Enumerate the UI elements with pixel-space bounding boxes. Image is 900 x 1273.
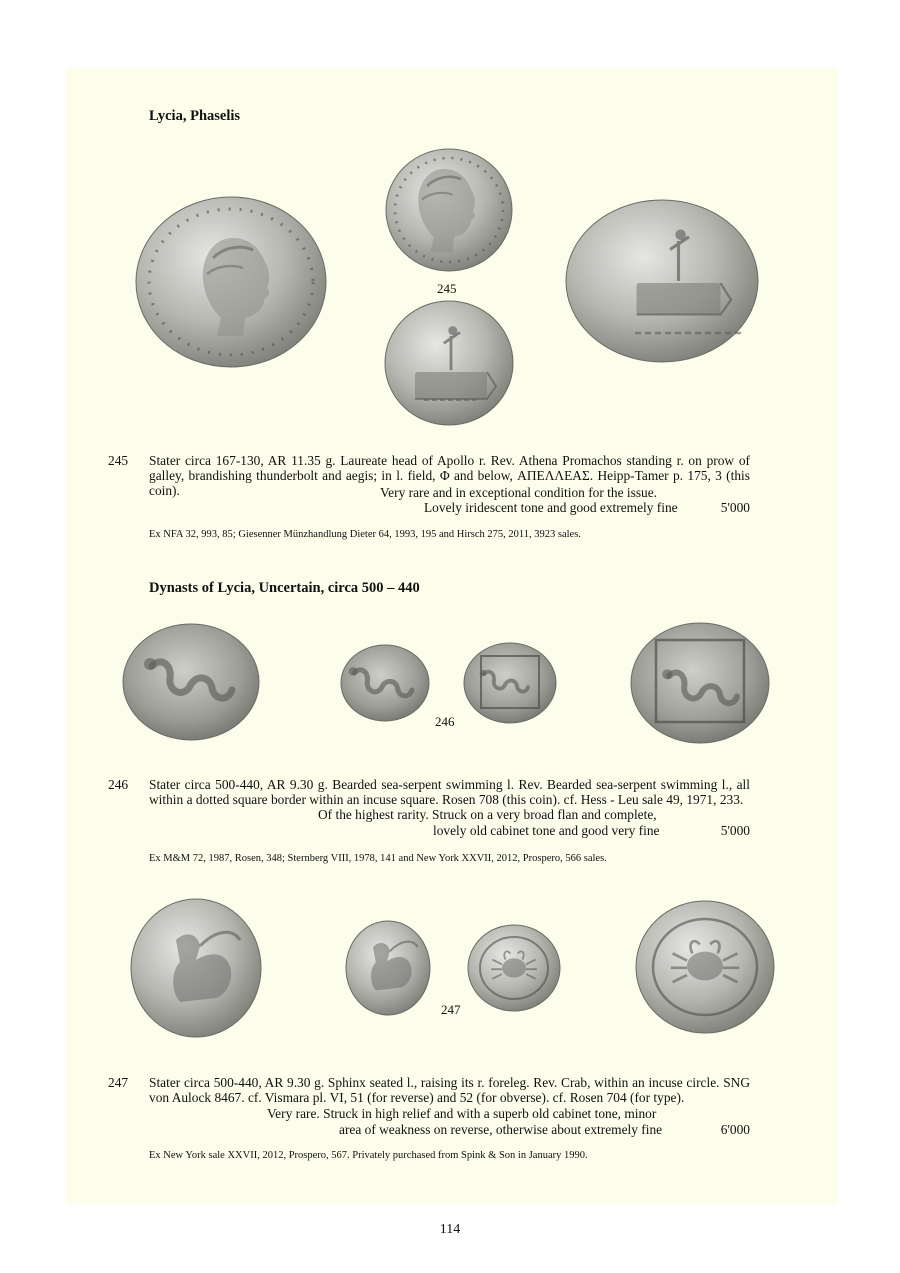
page-number: 114 [439,1222,461,1237]
figure-caption-245: 245 [437,281,457,296]
lot-245-description: Stater circa 167-130, AR 11.35 g. Laureate head of Apollo r. Rev. Athena Promachos standing r. on prow of galley, brandishing thunderbolt and aegis; in l. field, Φ and below, ΑΠΕΛΛΕΑΣ. Heipp-Tamer p. 175, 3 (this coin). [149,453,750,498]
lot-246-estimate: 5'000 [720,823,750,838]
lot-247-condition-line-1: Very rare. Struck in high relief and with a superb old cabinet tone, minor [267,1106,657,1121]
coin-246-obverse-image [340,644,430,722]
lot-247-estimate: 6'000 [720,1122,750,1137]
lot-245-provenance: Ex NFA 32, 993, 85; Giesenner Münzhandlung Dieter 64, 1993, 195 and Hirsch 275, 2011, 3923 sales. [149,529,581,540]
lot-246-condition-line-2: lovely old cabinet tone and good very fine [433,823,660,838]
coin-247-reverse-large-image [635,900,775,1034]
coin-247-reverse-image [467,924,561,1012]
coin-245-obverse-image [385,148,513,272]
coin-245-reverse-large-image [565,199,760,363]
coin-247-obverse-large-image [130,898,262,1038]
lot-245-condition-line-2: Lovely iridescent tone and good extremely fine [424,500,678,515]
coin-246-reverse-image [463,642,557,724]
lot-247-condition-line-2: area of weakness on reverse, otherwise about extremely fine [339,1122,663,1137]
coin-245-reverse-image [384,300,514,426]
lot-245-estimate: 5'000 [720,500,750,515]
lot-number-246: 246 [108,777,129,792]
section-heading-lycia-phaselis: Lycia, Phaselis [149,108,241,124]
section-heading-dynasts-of-lycia: Dynasts of Lycia, Uncertain, circa 500 – 440 [149,580,420,596]
lot-number-245: 245 [108,453,129,468]
coin-247-obverse-image [345,920,431,1016]
lot-246-provenance: Ex M&M 72, 1987, Rosen, 348; Sternberg VIII, 1978, 141 and New York XXVII, 2012, Prospero, 566 sales. [149,853,607,864]
lot-246-description: Stater circa 500-440, AR 9.30 g. Bearded sea-serpent swimming l. Rev. Bearded sea-serpent swimming l., all within a dotted square border within an incuse square. Rosen 708 (this coin). cf. Hess - Leu sale 49, 1971, 233. [149,777,750,807]
coin-246-obverse-large-image [122,622,260,742]
lot-247-provenance: Ex New York sale XXVII, 2012, Prospero, 567. Privately purchased from Spink & Son in January 1990. [149,1150,588,1161]
figure-caption-247: 247 [441,1002,461,1017]
lot-245-condition-line-1: Very rare and in exceptional condition for the issue. [380,485,658,500]
figure-caption-246: 246 [435,714,455,729]
lot-246-condition-line-1: Of the highest rarity. Struck on a very broad flan and complete, [318,807,657,822]
lot-number-247: 247 [108,1075,129,1090]
coin-246-reverse-large-image [630,622,770,744]
lot-247-description: Stater circa 500-440, AR 9.30 g. Sphinx seated l., raising its r. foreleg. Rev. Crab, within an incuse circle. SNG von Aulock 8467. cf. Vismara pl. VI, 51 (for reverse) and 52 (for obverse). cf. Rosen 704 (for type). [149,1075,750,1105]
coin-245-obverse-large-image [135,196,328,368]
